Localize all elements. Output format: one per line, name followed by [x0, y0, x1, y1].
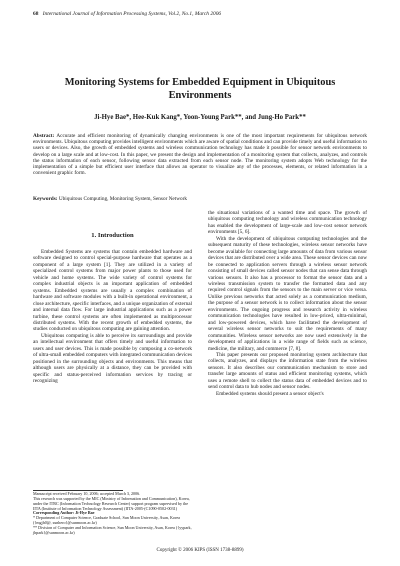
- footnote-corresponding: Corresponding Author: Ji-Hye Bae: [33, 510, 95, 516]
- keywords-text: Ubiquitous Computing, Monitoring System, Sensor Network: [58, 196, 188, 202]
- body-paragraph: Ubiquitous computing is able to perceive its surroundings and provide an intellectual environment that offers timely and useful information to users and user devices. This is made possible by composing a co-network of ultra-small embedded computers with integrated communication devices positioned in the surrounding objects and environments. This means that although users are physically at a distance, they can be provided with specific and status-perceived information services by tracing or recognizing: [33, 332, 192, 385]
- footnote-affiliation: * Department of Computer Science, Graduate School, Sun Moon University, Asan, Korea ({mgjh0@, sunhero}@sunmoon.ac.kr): [33, 515, 180, 526]
- body-paragraph: With the development of ubiquitous computing technologies and the subsequent maturity of these technologies, wireless sensor networks have become available for connecting large amounts of data from various sensor devices that are distributed over a wide area. These sensor devices can now be connected to application servers through a wireless sensor network consisting of small devices called sensor nodes that can sense data through various sensors. It also has a processor to format the sensor data and a wireless transmission system to transfer the formatted data and any required control signals from the sensors to the main server or vice versa. Unlike previous networks that acted solely as a communication medium, the purpose of a sensor network is to collect information about the sensor environments. The ongoing progress and research activity in wireless communication technologies have resulted in low-priced, ultra-minimal, and low-powered devices, which have facilitated the development of several wireless sensor networks to suit the requirements of many communities. Wireless sensor networks are now used extensively in the development of applications in a wide range of fields such as science, medicine, the military, and commerce [7, 8].: [208, 235, 367, 352]
- footnotes: [33, 492, 192, 536]
- body-paragraph: Embedded systems should present a sensor object's: [216, 390, 324, 397]
- section-heading: 1. Introduction: [91, 232, 134, 239]
- body-paragraph: the situational variations of a wanted time and space. The growth of ubiquitous computing technology and wireless communication technology has enabled the development of large-scale and low-cost sensor network environments [5, 6].: [208, 210, 367, 236]
- paper-title: Monitoring Systems for Embedded Equipment in Ubiquitous Environments: [64, 77, 336, 101]
- running-header: [33, 11, 221, 17]
- keywords-label: Keywords:: [33, 196, 58, 202]
- body-paragraph: This paper presents our proposed monitoring system architecture that collects, analyzes, and displays the information state from the wireless sensors. It also describes our communication mechanism to store and transfer large amounts of status and efficient monitoring systems, which uses a remote shell to collect the status data of embedded devices and to send control data to hub nodes and sensor nodes.: [208, 351, 367, 391]
- page-number: 68: [33, 11, 39, 17]
- author-list: Ji-Hye Bae*, Hee-Kuk Kang*, Yoon-Young Park**, and Jung-Ho Park**: [94, 114, 306, 121]
- copyright-footer: Copyright © 2006 KIPS (ISSN 1738-8899): [156, 548, 244, 553]
- footnote-support: This research was supported by the MIC (Ministry of Information and Communication), Korea, under the ITRC (Information Technology Research Center) support program supervised by the IITA (Institute of Information Technology Assessment) (IITA-2005-(C1090-0502-0031): [33, 495, 190, 511]
- abstract-text: Accurate and efficient monitoring of dynamically changing environments is one of the most important requirements for ubiquitous network environments. Ubiquitous computing provides intelligent environments which are aware of spatial conditions and can provide timely and useful information to users or devices. Also, the growth of embedded systems and wireless communication technology has made it possible for sensor network environments to develop on a large scale and at low-cost. In this paper, we present the design and implementation of a monitoring system that collects, analyzes, and controls the status information of each sensor, following sensor data extracted from each sensor node. The monitoring system adopts Web technology for the implementation of a simple but efficient user interface that allows an operator to visualize any of the processes, elements, or related information in a convenient graphic form.: [33, 133, 367, 177]
- body-paragraph: Embedded Systems are systems that contain embedded hardware and software designed to control special-purpose hardware that operates as a component of a large system [1]. They are utilized in a variety of specialized control systems from major power plants to those used for vehicle and home systems. The wide variety of control systems for complex industrial objects is an important application of embedded systems. Embedded systems are usually a complex combination of hardware and software modules with a built-in operational environment, a close architecture, specific interfaces, and a unique organization of external and internal data flow. For large industrial applications such as a power turbine, these control systems are often implemented as multiprocessor distributed systems. With the recent growth of embedded systems, the studies conducted on ubiquitous computing are gaining attention.: [33, 249, 192, 333]
- footnote-affiliation: ** Division of Computer and Information Science, Sun Moon University, Asan, Korea ({yypark, jhpark}@sunmoon.ac.kr): [33, 524, 192, 535]
- abstract-label: Abstract:: [33, 133, 55, 139]
- right-column: [208, 210, 367, 397]
- abstract: [33, 133, 367, 176]
- keywords: [33, 196, 367, 202]
- footnote-received: Manuscript received February 10, 2006; accepted March 3, 2006.: [33, 491, 141, 496]
- left-column: [33, 232, 192, 385]
- journal-name: International Journal of Information Processing Systems, Vol.2, No.1, March 2006: [42, 11, 222, 17]
